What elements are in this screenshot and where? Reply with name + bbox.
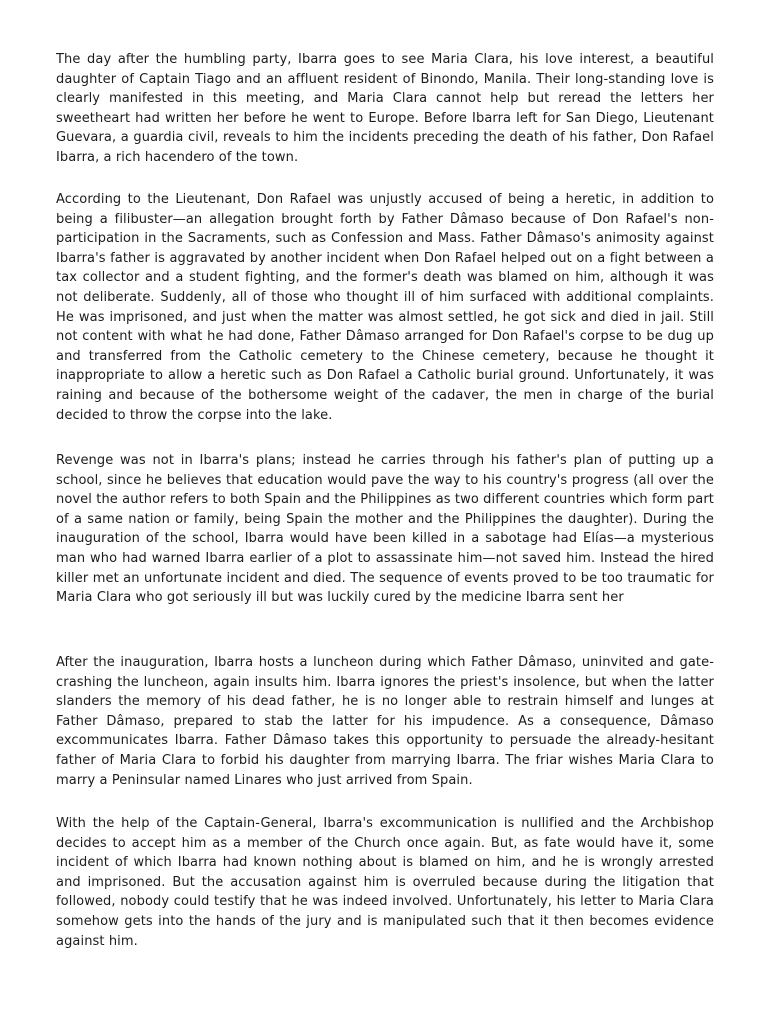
paragraph-3: Revenge was not in Ibarra's plans; instead he carries through his father's plan of putting up a school, since he believes that education would pave the way to his country's progress (all over the novel the author refers to both Spain and the Philippines as two different countries which form part of a same nation or family, being Spain the mother and the Philippines the daughter). During the inauguration of the school, Ibarra would have been killed in a sabotage had Elías—a mysterious man who had warned Ibarra earlier of a plot to assassinate him—not saved him. Instead the hired killer met an unfortunate incident and died. The sequence of events proved to be too traumatic for Maria Clara who got seriously ill but was luckily cured by the medicine Ibarra sent her (56, 453, 714, 606)
paragraph-5: With the help of the Captain-General, Ibarra's excommunication is nullified and the Archbishop decides to accept him as a member of the Church once again. But, as fate would have it, some incident of which Ibarra had known nothing about is blamed on him, and he is wrongly arrested and imprisoned. But the accusation against him is overruled because during the litigation that followed, nobody could testify that he was indeed involved. Unfortunately, his letter to Maria Clara somehow gets into the hands of the jury and is manipulated such that it then becomes evidence against him. (56, 816, 714, 949)
paragraph-4: After the inauguration, Ibarra hosts a luncheon during which Father Dâmaso, uninvited and gate-crashing the luncheon, again insults him. Ibarra ignores the priest's insolence, but when the latter slanders the memory of his dead father, he is no longer able to restrain himself and lunges at Father Dâmaso, prepared to stab the latter for his impudence. As a consequence, Dâmaso excommunicates Ibarra. Father Dâmaso takes this opportunity to persuade the already-hesitant father of Maria Clara to forbid his daughter from marrying Ibarra. The friar wishes Maria Clara to marry a Peninsular named Linares who just arrived from Spain. (56, 655, 714, 788)
paragraph-1: The day after the humbling party, Ibarra goes to see Maria Clara, his love interest, a beautiful daughter of Captain Tiago and an affluent resident of Binondo, Manila. Their long-standing love is clearly manifested in this meeting, and Maria Clara cannot help but reread the letters her sweetheart had written her before he went to Europe. Before Ibarra left for San Diego, Lieutenant Guevara, a guardia civil, reveals to him the incidents preceding the death of his father, Don Rafael Ibarra, a rich hacendero of the town. (56, 52, 714, 165)
paragraph-2: According to the Lieutenant, Don Rafael was unjustly accused of being a heretic, in addition to being a filibuster—an allegation brought forth by Father Dâmaso because of Don Rafael's non-participation in the Sacraments, such as Confession and Mass. Father Dâmaso's animosity against Ibarra's father is aggravated by another incident when Don Rafael helped out on a fight between a tax collector and a student fighting, and the former's death was blamed on him, although it was not deliberate. Suddenly, all of those who thought ill of him surfaced with additional complaints. He was imprisoned, and just when the matter was almost settled, he got sick and died in jail. Still not content with what he had done, Father Dâmaso arranged for Don Rafael's corpse to be dug up and transferred from the Catholic cemetery to the Chinese cemetery, because he thought it inappropriate to allow a heretic such as Don Rafael a Catholic burial ground. Unfortunately, it was raining and because of the bothersome weight of the cadaver, the men in charge of the burial decided to throw the corpse into the lake. (56, 192, 714, 423)
